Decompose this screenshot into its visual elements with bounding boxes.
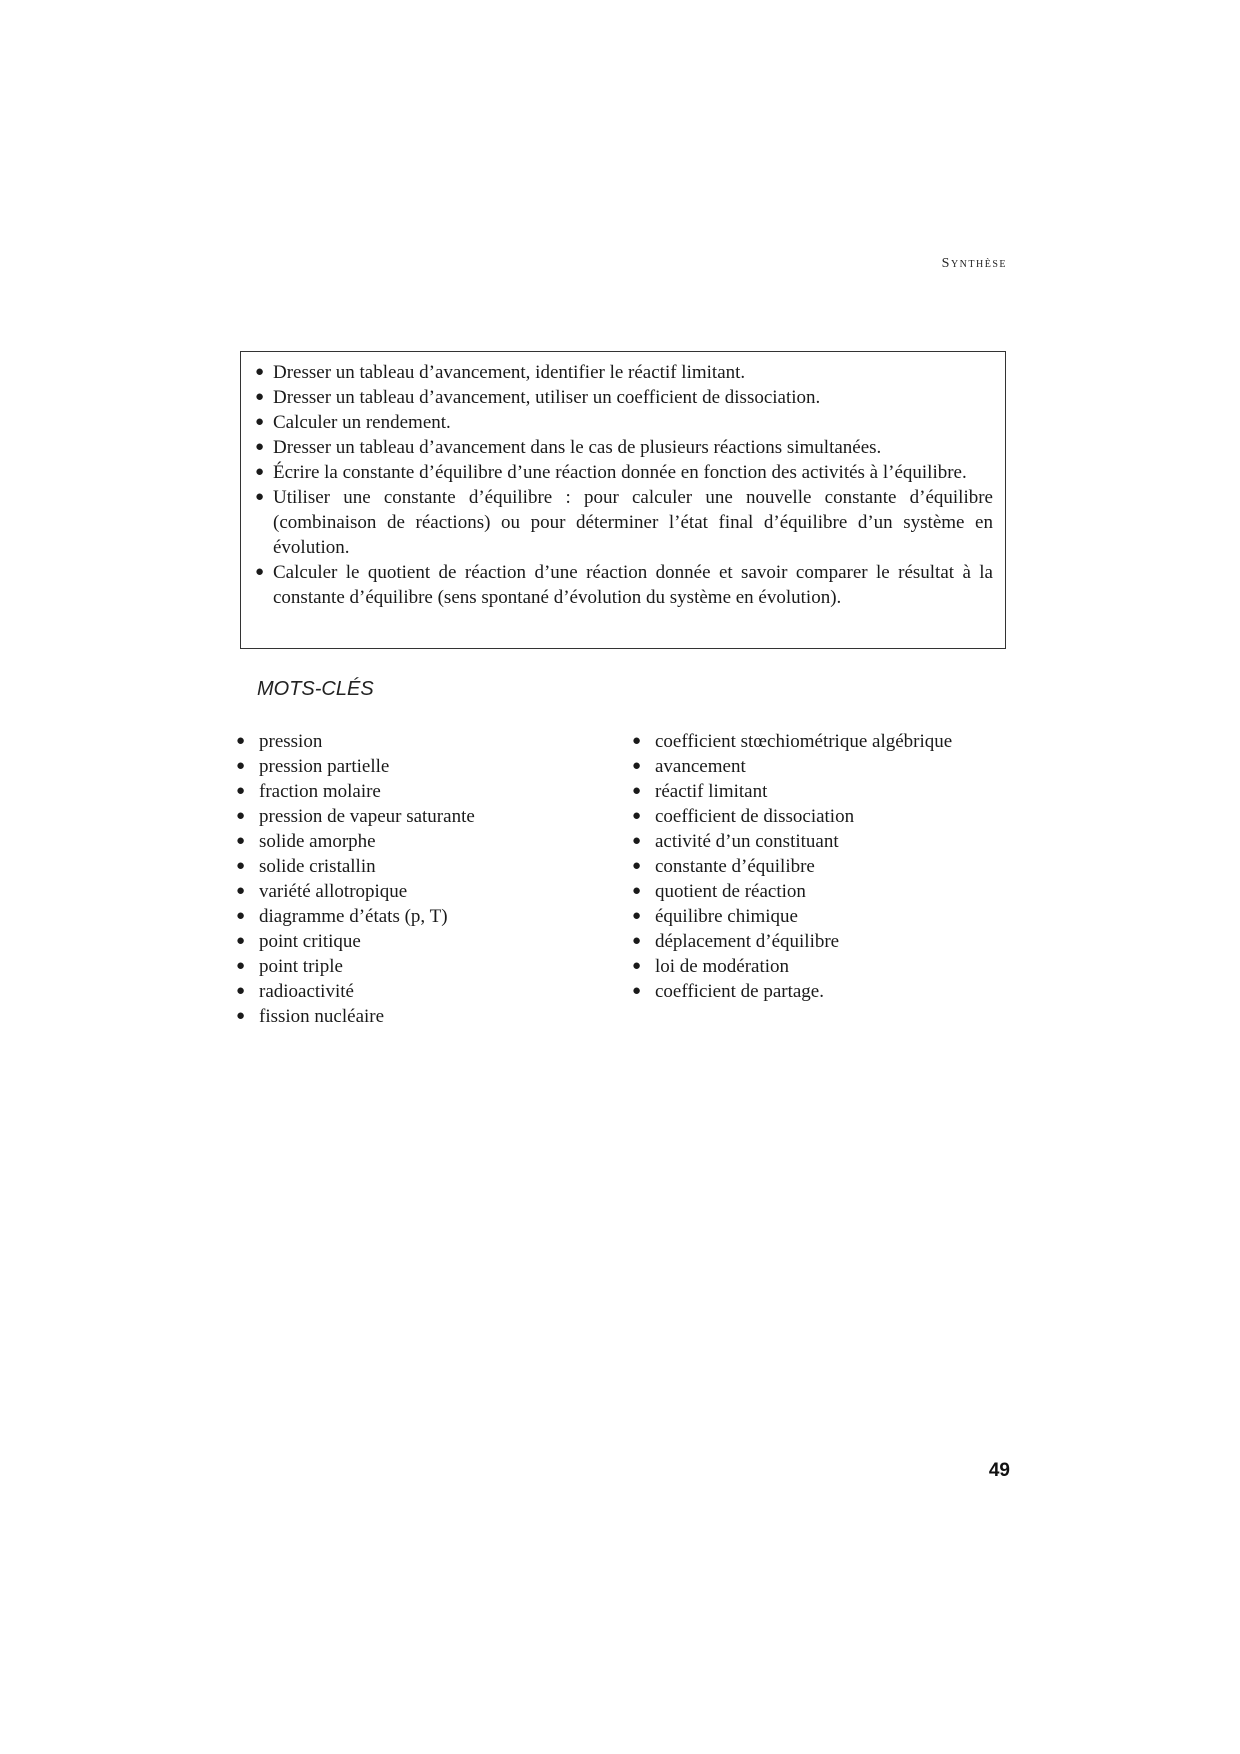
skill-text: Écrire la constante d’équilibre d’une réaction donnée en fonction des activités à l’équilibre. bbox=[273, 462, 967, 483]
keyword-text: activité d’un constituant bbox=[655, 831, 839, 852]
keyword-item bbox=[236, 979, 596, 1004]
bullet-icon: ● bbox=[255, 389, 265, 405]
keyword-item bbox=[236, 954, 596, 979]
keyword-item bbox=[632, 829, 1032, 854]
keywords-right-column bbox=[632, 729, 1032, 1004]
keyword-text: pression partielle bbox=[259, 756, 390, 777]
skills-list bbox=[255, 360, 993, 610]
keyword-item bbox=[236, 1004, 596, 1029]
skill-item bbox=[255, 560, 993, 610]
keyword-text: coefficient de dissociation bbox=[655, 806, 855, 827]
keyword-text: fission nucléaire bbox=[259, 1006, 385, 1027]
keywords-title: MOTS-CLÉS bbox=[257, 678, 374, 700]
keyword-text: diagramme d’états (p, T) bbox=[259, 906, 448, 927]
skill-text: Calculer le quotient de réaction d’une réaction donnée et savoir comparer le résultat à la constante d’équilibre (sens spontané d’évolution du système en évolution). bbox=[273, 562, 993, 608]
keyword-item bbox=[236, 829, 596, 854]
bullet-icon: ● bbox=[632, 933, 642, 949]
keyword-text: pression de vapeur saturante bbox=[259, 806, 475, 827]
keyword-item bbox=[632, 854, 1032, 879]
bullet-icon: ● bbox=[632, 733, 642, 749]
keyword-text: radioactivité bbox=[259, 981, 354, 1002]
keywords-left-column bbox=[236, 729, 596, 1029]
skill-text: Dresser un tableau d’avancement, identifier le réactif limitant. bbox=[273, 362, 746, 383]
skill-item bbox=[255, 460, 993, 485]
bullet-icon: ● bbox=[632, 783, 642, 799]
keyword-item bbox=[632, 979, 1032, 1004]
bullet-icon: ● bbox=[236, 1008, 246, 1024]
bullet-icon: ● bbox=[236, 833, 246, 849]
keyword-text: solide amorphe bbox=[259, 831, 376, 852]
keyword-item bbox=[236, 929, 596, 954]
bullet-icon: ● bbox=[236, 733, 246, 749]
bullet-icon: ● bbox=[236, 958, 246, 974]
bullet-icon: ● bbox=[632, 808, 642, 824]
keyword-text: avancement bbox=[655, 756, 746, 777]
skill-item bbox=[255, 485, 993, 560]
skill-item bbox=[255, 435, 993, 460]
keyword-item bbox=[236, 754, 596, 779]
bullet-icon: ● bbox=[236, 908, 246, 924]
bullet-icon: ● bbox=[632, 958, 642, 974]
bullet-icon: ● bbox=[632, 858, 642, 874]
running-header: Synthèse bbox=[941, 256, 1007, 271]
keyword-item bbox=[236, 804, 596, 829]
keyword-item bbox=[632, 754, 1032, 779]
bullet-icon: ● bbox=[255, 564, 265, 580]
keyword-item bbox=[632, 729, 1032, 754]
keyword-item bbox=[632, 779, 1032, 804]
keyword-text: point critique bbox=[259, 931, 361, 952]
keyword-text: réactif limitant bbox=[655, 781, 768, 802]
bullet-icon: ● bbox=[236, 783, 246, 799]
keyword-text: pression bbox=[259, 731, 323, 752]
skill-item bbox=[255, 410, 993, 435]
keyword-text: fraction molaire bbox=[259, 781, 381, 802]
bullet-icon: ● bbox=[236, 858, 246, 874]
keyword-item bbox=[632, 804, 1032, 829]
keyword-text: point triple bbox=[259, 956, 343, 977]
keyword-item bbox=[632, 879, 1032, 904]
bullet-icon: ● bbox=[632, 908, 642, 924]
skill-text: Utiliser une constante d’équilibre : pour calculer une nouvelle constante d’équilibre (combinaison de réactions) ou pour déterminer l’état final d’équilibre d’un système en évolution. bbox=[273, 487, 993, 558]
keyword-text: équilibre chimique bbox=[655, 906, 798, 927]
skills-box bbox=[240, 351, 1006, 649]
bullet-icon: ● bbox=[236, 983, 246, 999]
keyword-text: coefficient de partage. bbox=[655, 981, 824, 1002]
keyword-item bbox=[236, 879, 596, 904]
bullet-icon: ● bbox=[632, 758, 642, 774]
skill-item bbox=[255, 360, 993, 385]
page-number: 49 bbox=[988, 1460, 1010, 1481]
bullet-icon: ● bbox=[255, 464, 265, 480]
keyword-text: solide cristallin bbox=[259, 856, 376, 877]
bullet-icon: ● bbox=[255, 439, 265, 455]
keyword-text: coefficient stœchiométrique algébrique bbox=[655, 731, 953, 752]
keyword-text: variété allotropique bbox=[259, 881, 408, 902]
bullet-icon: ● bbox=[255, 414, 265, 430]
skill-text: Dresser un tableau d’avancement, utiliser un coefficient de dissociation. bbox=[273, 387, 821, 408]
bullet-icon: ● bbox=[632, 983, 642, 999]
keyword-text: constante d’équilibre bbox=[655, 856, 815, 877]
bullet-icon: ● bbox=[255, 489, 265, 505]
bullet-icon: ● bbox=[236, 883, 246, 899]
bullet-icon: ● bbox=[236, 808, 246, 824]
keyword-item bbox=[236, 729, 596, 754]
bullet-icon: ● bbox=[236, 933, 246, 949]
bullet-icon: ● bbox=[632, 883, 642, 899]
keyword-text: quotient de réaction bbox=[655, 881, 806, 902]
keyword-item bbox=[236, 779, 596, 804]
keyword-item bbox=[632, 929, 1032, 954]
skill-text: Calculer un rendement. bbox=[273, 412, 451, 433]
keyword-item bbox=[632, 904, 1032, 929]
bullet-icon: ● bbox=[255, 364, 265, 380]
keyword-text: loi de modération bbox=[655, 956, 790, 977]
bullet-icon: ● bbox=[632, 833, 642, 849]
keyword-item bbox=[632, 954, 1032, 979]
skill-item bbox=[255, 385, 993, 410]
keyword-item bbox=[236, 854, 596, 879]
keyword-text: déplacement d’équilibre bbox=[655, 931, 840, 952]
skill-text: Dresser un tableau d’avancement dans le cas de plusieurs réactions simultanées. bbox=[273, 437, 882, 458]
keyword-item bbox=[236, 904, 596, 929]
bullet-icon: ● bbox=[236, 758, 246, 774]
